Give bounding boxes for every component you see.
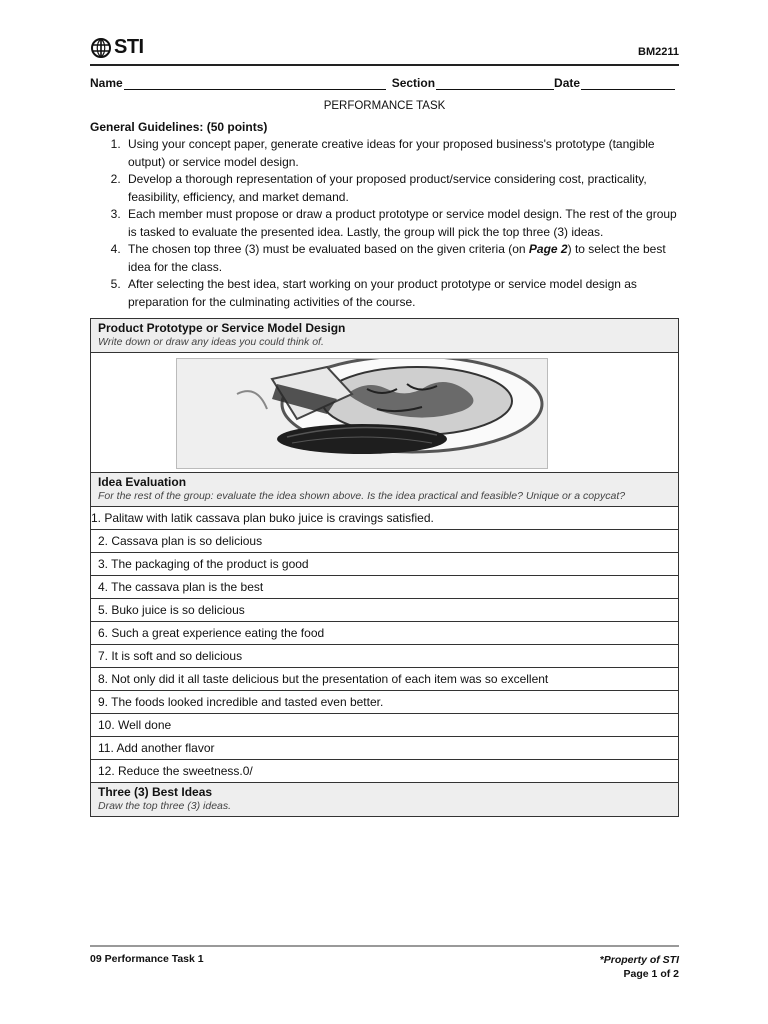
food-illustration	[177, 359, 547, 468]
sti-logo	[90, 36, 144, 59]
section-title: Three (3) Best Ideas	[98, 785, 213, 799]
evaluation-row: 12. Reduce the sweetness.0/	[91, 760, 678, 783]
guideline-item	[124, 241, 679, 276]
globe-logo-icon	[90, 37, 112, 59]
section-subtitle: Write down or draw any ideas you could think of.	[98, 336, 324, 348]
evaluation-row: 3. The packaging of the product is good	[91, 553, 678, 576]
guideline-item: 2. Develop a thorough representation of your proposed product/service considering cost, practicality, feasibility, efficiency, and market demand.	[124, 171, 679, 206]
guideline-item: 5. After selecting the best idea, start working on your product prototype or service model design as preparation for the culminating activities of the course.	[124, 276, 679, 311]
section-subtitle: Draw the top three (3) ideas.	[98, 800, 232, 812]
best-ideas-header	[91, 783, 678, 816]
evaluation-row: 4. The cassava plan is the best	[91, 576, 678, 599]
page-reference: Page 2	[528, 242, 568, 256]
name-field	[90, 76, 386, 90]
document-page	[90, 36, 679, 817]
guideline-item: 3. Each member must propose or draw a product prototype or service model design. The rest of the group is tasked to evaluate the presented idea. Lastly, the group will pick the top three (3) ideas.	[124, 206, 679, 241]
property-notice: *Property of STI	[599, 954, 679, 966]
prototype-section-header	[91, 319, 678, 353]
guideline-item: 1. Using your concept paper, generate creative ideas for your proposed business's prototype (tangible output) or service model design.	[124, 136, 679, 171]
name-label: Name	[90, 76, 123, 90]
guideline-text: The chosen top three (3) must be evaluated based on the given criteria (on	[128, 242, 529, 256]
date-blank[interactable]	[581, 77, 675, 90]
student-info-row	[90, 72, 679, 90]
guidelines-list	[90, 136, 679, 311]
evaluation-row: 11. Add another flavor	[91, 737, 678, 760]
evaluation-row: 2. Cassava plan is so delicious	[91, 530, 678, 553]
section-title: Idea Evaluation	[98, 475, 187, 489]
section-subtitle: For the rest of the group: evaluate the idea shown above. Is the idea practical and feasible? Unique or a copycat?	[98, 490, 626, 502]
logo-text: STI	[114, 36, 144, 58]
task-table	[90, 318, 679, 817]
section-blank[interactable]	[436, 77, 554, 90]
page-number: Page 1 of 2	[623, 968, 679, 980]
food-photo	[176, 358, 548, 469]
evaluation-row: 5. Buko juice is so delicious	[91, 599, 678, 622]
guideline-text: ) to select the best idea for the class.	[128, 242, 666, 274]
evaluation-row: 8. Not only did it all taste delicious but the presentation of each item was so excellent	[91, 668, 678, 691]
section-label: Section	[391, 76, 436, 90]
section-title: Product Prototype or Service Model Design	[98, 321, 346, 335]
footer-doc-title: 09 Performance Task 1	[90, 953, 204, 965]
document-header	[90, 36, 679, 66]
evaluation-row: 9. The foods looked incredible and tasted even better.	[91, 691, 678, 714]
evaluation-row: 10. Well done	[91, 714, 678, 737]
footer-right	[600, 953, 679, 981]
page-footer	[90, 945, 679, 980]
date-label: Date	[554, 76, 581, 90]
prototype-image-cell	[91, 353, 678, 473]
course-code: BM2211	[638, 46, 679, 58]
evaluation-row: 6. Such a great experience eating the food	[91, 622, 678, 645]
evaluation-row: 1. Palitaw with latik cassava plan buko juice is cravings satisfied.	[91, 507, 678, 530]
date-field	[554, 76, 675, 90]
name-blank[interactable]	[124, 77, 386, 90]
evaluation-row: 7. It is soft and so delicious	[91, 645, 678, 668]
section-field	[392, 76, 554, 90]
guidelines-heading: General Guidelines: (50 points)	[90, 120, 268, 134]
page-title: PERFORMANCE TASK	[323, 100, 446, 112]
idea-evaluation-header	[91, 473, 678, 507]
